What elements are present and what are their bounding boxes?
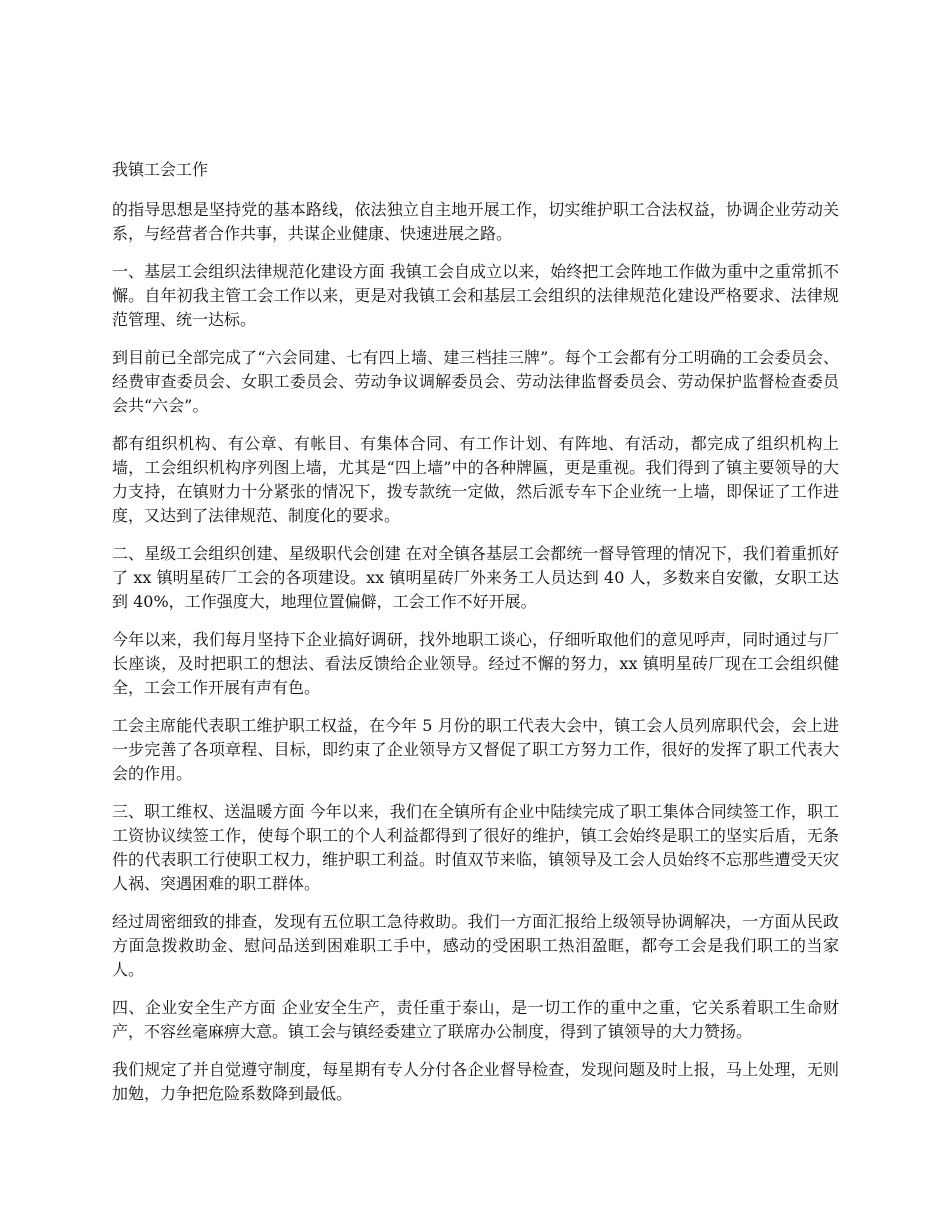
paragraph-section-4: 四、企业安全生产方面 企业安全生产，责任重于泰山，是一切工作的重中之重，它关系着职工生命财产，不容丝毫麻痹大意。镇工会与镇经委建立了联席办公制度，得到了镇领导的大力赞扬。 (112, 998, 839, 1041)
paragraph-section-2: 二、星级工会组织创建、星级职代会创建 在对全镇各基层工会都统一督导管理的情况下，我们着重抓好了 xx 镇明星砖厂工会的各项建设。xx 镇明星砖厂外来务工人员达到 40 人，多数来自安徽，女职工达到 40%，工作强度大，地理位置偏僻，工会工作不好开展。 (112, 544, 839, 611)
paragraph-organization: 都有组织机构、有公章、有帐目、有集体合同、有工作计划、有阵地、有活动，都完成了组织机构上墙，工会组织机构序列图上墙，尤其是“四上墙”中的各种牌匾，更是重视。我们得到了镇主要领导的大力支持，在镇财力十分紧张的情况下，拨专款统一定做，然后派专车下企业统一上墙，即保证了工作进度，又达到了法律规范、制度化的要求。 (112, 434, 839, 525)
paragraph-safety-rules: 我们规定了并自觉遵守制度，每星期有专人分付各企业督导检查，发现问题及时上报，马上处理，无则加勉，力争把危险系数降到最低。 (112, 1060, 839, 1103)
paragraph-six-committees: 到目前已全部完成了“六会同建、七有四上墙、建三档挂三牌”。每个工会都有分工明确的工会委员会、经费审查委员会、女职工委员会、劳动争议调解委员会、劳动法律监督委员会、劳动保护监督检查委员会共“六会”。 (112, 348, 839, 415)
paragraph-guiding-ideology: 的指导思想是坚持党的基本路线，依法独立自主地开展工作，切实维护职工合法权益，协调企业劳动关系，与经营者合作共事，共谋企业健康、快速进展之路。 (112, 200, 839, 243)
document-page (112, 158, 839, 1120)
paragraph-relief: 经过周密细致的排查，发现有五位职工急待救助。我们一方面汇报给上级领导协调解决，一方面从民政方面急拨救助金、慰问品送到困难职工手中，感动的受困职工热泪盈眶，都夸工会是我们职工的当家人。 (112, 912, 839, 979)
paragraph-section-3: 三、职工维权、送温暖方面 今年以来，我们在全镇所有企业中陆续完成了职工集体合同续签工作，职工工资协议续签工作，使每个职工的个人利益都得到了很好的维护，镇工会始终是职工的坚实后盾，无条件的代表职工行使职工权力，维护职工利益。时值双节来临，镇领导及工会人员始终不忘那些遭受天灾人祸、突遇困难的职工群体。 (112, 802, 839, 893)
paragraph-section-1: 一、基层工会组织法律规范化建设方面 我镇工会自成立以来，始终把工会阵地工作做为重中之重常抓不懈。自年初我主管工会工作以来，更是对我镇工会和基层工会组织的法律规范化建设严格要求、法律规范管理、统一达标。 (112, 262, 839, 329)
document-title: 我镇工会工作 (112, 160, 209, 179)
paragraph-research: 今年以来，我们每月坚持下企业搞好调研，找外地职工谈心，仔细听取他们的意见呼声，同时通过与厂长座谈，及时把职工的想法、看法反馈给企业领导。经过不懈的努力，xx 镇明星砖厂现在工会组织健全，工会工作开展有声有色。 (112, 630, 839, 697)
paragraph-union-chair: 工会主席能代表职工维护职工权益，在今年 5 月份的职工代表大会中，镇工会人员列席职代会，会上进一步完善了各项章程、目标，即约束了企业领导方又督促了职工方努力工作，很好的发挥了职工代表大会的作用。 (112, 716, 839, 783)
